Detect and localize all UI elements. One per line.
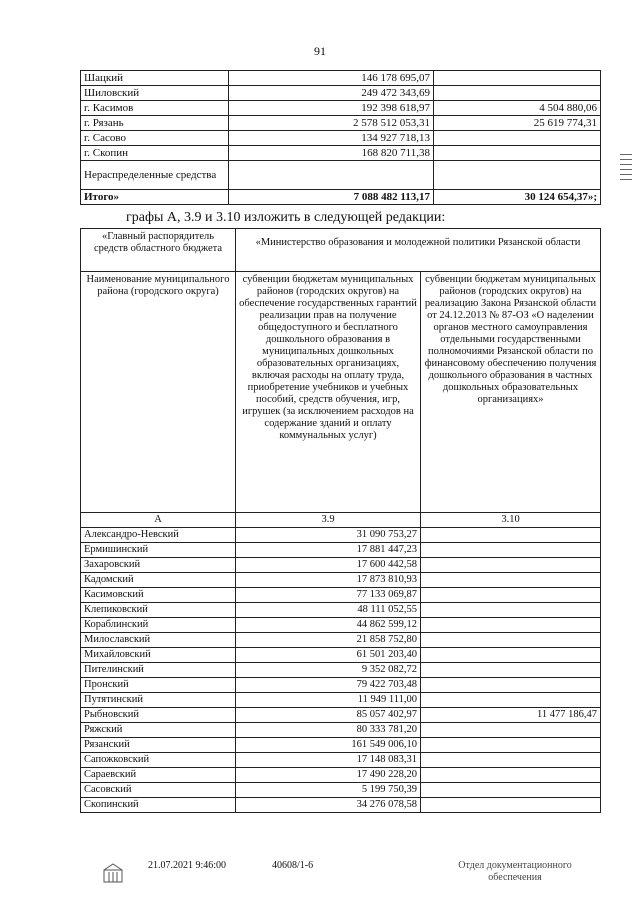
amount-3-10	[421, 798, 601, 813]
amount-main: 146 178 695,07	[229, 71, 434, 86]
table-column-numbers	[81, 513, 601, 528]
table-row	[81, 161, 601, 190]
table-row	[81, 543, 601, 558]
amount-3-9: 17 490 228,20	[236, 768, 421, 783]
header-district-name: Наименование муниципального района (городского округа)	[81, 272, 236, 513]
district-name: Шацкий	[81, 71, 229, 86]
amount-extra: 25 619 774,31	[434, 116, 601, 131]
district-name: г. Касимов	[81, 101, 229, 116]
amount-3-10	[421, 618, 601, 633]
district-name: Пронский	[81, 678, 236, 693]
total-amount-main: 7 088 482 113,17	[229, 190, 434, 205]
table-row	[81, 603, 601, 618]
table-header-row-1	[81, 229, 601, 272]
table-row	[81, 648, 601, 663]
district-name: Кадомский	[81, 573, 236, 588]
district-name: Ермишинский	[81, 543, 236, 558]
header-subvention-3-10: субвенции бюджетам муниципальных районов (городских округов) на реализацию Закона Рязанской области от 24.12.2013 № 87-ОЗ «О наделении органов местного самоуправления отдельными государственными полномочиями Рязанской области по финансовому обеспечению получения дошкольного образования в частных дошкольных образовательных организациях»	[421, 272, 601, 513]
table-row	[81, 708, 601, 723]
table-row	[81, 71, 601, 86]
amount-3-9: 77 133 069,87	[236, 588, 421, 603]
amount-3-10	[421, 558, 601, 573]
amount-main: 2 578 512 053,31	[229, 116, 434, 131]
amount-3-10	[421, 738, 601, 753]
table-row	[81, 573, 601, 588]
district-name: Милославский	[81, 633, 236, 648]
table-row	[81, 558, 601, 573]
amount-main: 168 820 711,38	[229, 146, 434, 161]
amount-3-9: 17 148 083,31	[236, 753, 421, 768]
district-name: Путятинский	[81, 693, 236, 708]
table-row	[81, 663, 601, 678]
district-name: Клепиковский	[81, 603, 236, 618]
amount-3-9: 44 862 599,12	[236, 618, 421, 633]
budget-table-continuation	[80, 70, 601, 205]
col-label-a: А	[81, 513, 236, 528]
emblem-icon	[100, 862, 126, 884]
district-name: г. Сасово	[81, 131, 229, 146]
table-row	[81, 783, 601, 798]
table-row	[81, 768, 601, 783]
amount-3-10	[421, 633, 601, 648]
amount-main: 192 398 618,97	[229, 101, 434, 116]
footer-department: Отдел документационного обеспечения	[458, 860, 572, 883]
footer-doc-id: 40608/1-6	[272, 860, 314, 871]
district-name: Михайловский	[81, 648, 236, 663]
amount-3-9: 61 501 203,40	[236, 648, 421, 663]
district-name: г. Рязань	[81, 116, 229, 131]
col-label-3-10: 3.10	[421, 513, 601, 528]
amount-3-10: 11 477 186,47	[421, 708, 601, 723]
amount-3-9: 48 111 052,55	[236, 603, 421, 618]
amount-3-9: 31 090 753,27	[236, 528, 421, 543]
table-row	[81, 678, 601, 693]
table-row	[81, 146, 601, 161]
amount-extra	[434, 71, 601, 86]
total-label: Итого»	[81, 190, 229, 205]
amount-3-9: 5 199 750,39	[236, 783, 421, 798]
amount-3-10	[421, 603, 601, 618]
district-name: Сапожковский	[81, 753, 236, 768]
district-name: Касимовский	[81, 588, 236, 603]
amount-3-9: 9 352 082,72	[236, 663, 421, 678]
district-name: г. Скопин	[81, 146, 229, 161]
table-row	[81, 588, 601, 603]
table-row	[81, 633, 601, 648]
table-row	[81, 798, 601, 813]
district-name: Рыбновский	[81, 708, 236, 723]
amount-3-9: 85 057 402,97	[236, 708, 421, 723]
margin-marks	[620, 150, 632, 220]
amount-3-10	[421, 543, 601, 558]
amount-3-10	[421, 678, 601, 693]
amount-main: 134 927 718,13	[229, 131, 434, 146]
table-row	[81, 723, 601, 738]
district-name: Ряжский	[81, 723, 236, 738]
amount-3-10	[421, 588, 601, 603]
header-subvention-3-9: субвенции бюджетам муниципальных районов (городских округов) на обеспечение государственных гарантий реализации прав на получение общедоступного и бесплатного дошкольного образования в муниципальных дошкольных образовательных организациях, включая расходы на оплату труда, приобретение учебников и учебных пособий, средств обучения, игр, игрушек (за исключением расходов на содержание зданий и оплату коммунальных услуг)	[236, 272, 421, 513]
district-name: Рязанский	[81, 738, 236, 753]
amount-main: 249 472 343,69	[229, 86, 434, 101]
table-row	[81, 86, 601, 101]
table-row	[81, 738, 601, 753]
amount-3-9: 11 949 111,00	[236, 693, 421, 708]
amount-3-10	[421, 783, 601, 798]
amount-3-10	[421, 693, 601, 708]
amount-3-9: 161 549 006,10	[236, 738, 421, 753]
amount-3-10	[421, 573, 601, 588]
table-row	[81, 693, 601, 708]
district-name: Сараевский	[81, 768, 236, 783]
amount-extra	[434, 86, 601, 101]
district-name: Скопинский	[81, 798, 236, 813]
table-row	[81, 116, 601, 131]
table-header-row-2	[81, 272, 601, 513]
table-row	[81, 131, 601, 146]
amount-3-10	[421, 753, 601, 768]
amount-3-10	[421, 723, 601, 738]
amount-extra: 4 504 880,06	[434, 101, 601, 116]
amount-3-10	[421, 648, 601, 663]
total-row	[81, 190, 601, 205]
district-name: Кораблинский	[81, 618, 236, 633]
district-name: Захаровский	[81, 558, 236, 573]
amount-3-9: 17 600 442,58	[236, 558, 421, 573]
amount-3-9: 21 858 752,80	[236, 633, 421, 648]
amount-main	[229, 161, 434, 190]
footer-date: 21.07.2021 9:46:00	[148, 860, 227, 871]
amount-3-9: 79 422 703,48	[236, 678, 421, 693]
header-ministry: «Министерство образования и молодежной политики Рязанской области	[236, 229, 601, 272]
amount-extra	[434, 146, 601, 161]
amount-3-10	[421, 528, 601, 543]
table-row	[81, 528, 601, 543]
total-amount-extra: 30 124 654,37»;	[434, 190, 601, 205]
district-name: Сасовский	[81, 783, 236, 798]
amount-3-10	[421, 663, 601, 678]
amount-3-9: 34 276 078,58	[236, 798, 421, 813]
budget-table-main	[80, 228, 601, 813]
col-label-3-9: 3.9	[236, 513, 421, 528]
page-number: 91	[314, 44, 326, 58]
district-name: Шиловский	[81, 86, 229, 101]
amount-3-9: 80 333 781,20	[236, 723, 421, 738]
table-row	[81, 618, 601, 633]
district-name: Нераспределенные средства	[81, 161, 229, 190]
amount-3-10	[421, 768, 601, 783]
amount-extra	[434, 131, 601, 146]
amount-3-9: 17 881 447,23	[236, 543, 421, 558]
amount-3-9: 17 873 810,93	[236, 573, 421, 588]
table-row	[81, 753, 601, 768]
district-name: Александро-Невский	[81, 528, 236, 543]
amount-extra	[434, 161, 601, 190]
table-row	[81, 101, 601, 116]
district-name: Пителинский	[81, 663, 236, 678]
amendment-intro-text: графы А, 3.9 и 3.10 изложить в следующей редакции:	[126, 210, 446, 225]
header-main-administrator: «Главный распорядитель средств областного бюджета	[81, 229, 236, 272]
